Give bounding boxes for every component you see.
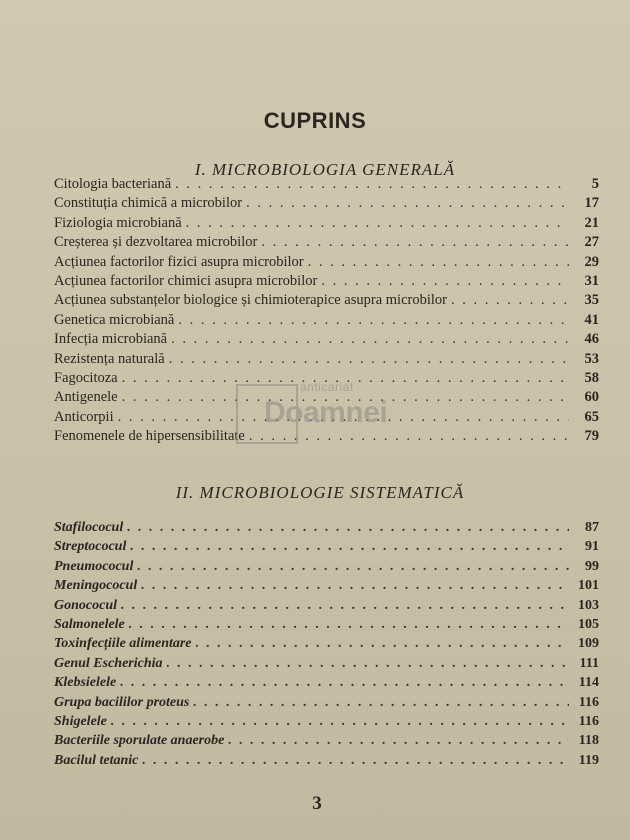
toc-entry-title: Stafilococul [54,520,124,535]
toc-entry-page: 79 [584,428,599,445]
toc-entry-page: 65 [584,408,599,425]
toc-entry [54,331,599,350]
toc-entry-page: 87 [585,520,599,535]
dot-leader [321,273,569,290]
toc-entry-title: Bacteriile sporulate anaerobe [54,733,225,749]
toc-entry [54,539,599,558]
toc-entry [54,254,599,273]
toc-entry-page: 29 [584,253,599,270]
toc-entry-page: 119 [578,752,599,768]
toc-entry [54,409,599,428]
toc-entry-page: 27 [584,234,599,251]
dot-leader [193,695,569,711]
toc-entry [54,598,599,617]
toc-entry [54,714,599,733]
toc-entry-page: 109 [578,636,599,652]
toc-entry-title: Gonococul [54,597,117,613]
toc-entry-page: 99 [585,558,599,574]
toc-entry [54,520,599,539]
toc-entry-title: Fenomenele de hipersensibilitate [54,428,245,445]
toc-entry-title: Fiziologia microbiană [54,214,182,231]
dot-leader [129,617,569,633]
toc-entry-title: Bacilul tetanic [54,752,139,768]
dot-leader [308,254,569,271]
toc-entry-page: 116 [578,694,599,710]
toc-entry-title: Constituția chimică a microbilor [54,195,243,212]
section-title-systematic: II. MICROBIOLOGIE SISTEMATICĂ [175,483,465,502]
dot-leader [122,370,569,387]
toc-entry [54,636,599,655]
toc-entry-title: Pneumococul [54,558,134,574]
toc-entry [54,351,599,370]
toc-entry [54,234,599,253]
toc-entry-page: 41 [584,311,599,328]
toc-entry [54,753,599,772]
toc-entry [54,312,599,331]
toc-entry-page: 105 [578,616,599,632]
toc-entry-page: 17 [584,195,599,212]
dot-leader [261,234,569,251]
toc-entry-page: 58 [584,369,599,386]
toc-entry [54,389,599,408]
dot-leader [246,195,569,212]
toc-entry [54,617,599,636]
dot-leader [137,559,569,575]
toc-entry-title: Citologia bacteriană [54,176,172,192]
toc-entry-page: 91 [585,539,599,555]
toc-entry [54,559,599,578]
toc-entry [54,215,599,234]
toc-entry [54,292,599,311]
toc-entry-page: 35 [584,292,599,309]
toc-entry-page: 31 [584,272,599,289]
dot-leader [118,409,569,426]
toc-entry-title: Meningococul [54,578,138,594]
toc-entry-page: 118 [578,733,599,749]
page-number: 3 [312,793,322,814]
toc-entry-title: Rezistența naturală [54,350,165,367]
section-title-general: I. MICROBIOLOGIA GENERALĂ [194,160,456,179]
toc-entry-title: Salmonelele [54,616,125,632]
toc-entry-page: 111 [579,655,599,671]
toc-entry-title: Klebsielele [54,675,117,691]
toc-entry-page: 46 [584,331,599,348]
toc-entry-page: 5 [591,176,599,192]
toc-entry [54,273,599,292]
toc-entry-title: Acțiunea substanțelor biologice și chimioterapice asupra microbilor [54,292,447,309]
dot-leader [451,292,569,309]
toc-entry-title: Fagocitoza [54,369,118,386]
dot-leader [127,520,569,536]
toc-entry-title: Antigenele [54,389,118,406]
toc-entry-title: Genul Escherichia [54,655,163,671]
toc-list-general [54,176,599,447]
toc-entry-page: 21 [584,214,599,231]
toc-entry-page: 114 [578,675,599,691]
toc-entry-title: Genetica microbiană [54,311,175,328]
toc-entry [54,733,599,752]
toc-entry-title: Acțiunea factorilor chimici asupra microbilor [54,272,318,289]
dot-leader [228,733,569,749]
dot-leader [121,598,569,614]
dot-leader [175,176,569,193]
dot-leader [178,312,569,329]
toc-entry [54,195,599,214]
toc-entry-page: 116 [578,713,599,729]
page-title: CUPRINS [263,107,367,133]
dot-leader [111,714,569,730]
toc-list-systematic [54,520,599,772]
watermark-big-text: Doamnei [264,396,388,429]
watermark-small-text: anticariat [300,380,354,394]
toc-entry [54,428,599,447]
dot-leader [142,753,569,769]
dot-leader [120,675,569,691]
dot-leader [186,215,569,232]
toc-entry [54,675,599,694]
toc-entry-title: Shigelele [54,713,107,729]
toc-entry-title: Infecția microbiană [54,331,168,348]
toc-entry [54,656,599,675]
toc-entry [54,695,599,714]
dot-leader [141,578,569,594]
toc-entry-page: 101 [578,578,599,594]
dot-leader [171,331,569,348]
dot-leader [130,539,569,555]
toc-entry-page: 60 [584,389,599,406]
dot-leader [249,428,569,445]
toc-entry [54,370,599,389]
toc-entry [54,578,599,597]
toc-entry-title: Acțiunea factorilor fizici asupra microbilor [54,253,304,270]
toc-entry-title: Creșterea și dezvoltarea microbilor [54,234,258,251]
toc-entry-title: Anticorpii [54,408,114,425]
dot-leader [122,389,569,406]
toc-entry [54,176,599,195]
toc-entry-title: Grupa bacililor proteus [54,694,190,710]
toc-entry-title: Toxinfecțiile alimentare [54,636,192,652]
dot-leader [169,351,569,368]
dot-leader [196,636,569,652]
toc-entry-page: 53 [584,350,599,367]
dot-leader [167,656,569,672]
toc-entry-page: 103 [578,597,599,613]
toc-entry-title: Streptococul [54,539,127,555]
